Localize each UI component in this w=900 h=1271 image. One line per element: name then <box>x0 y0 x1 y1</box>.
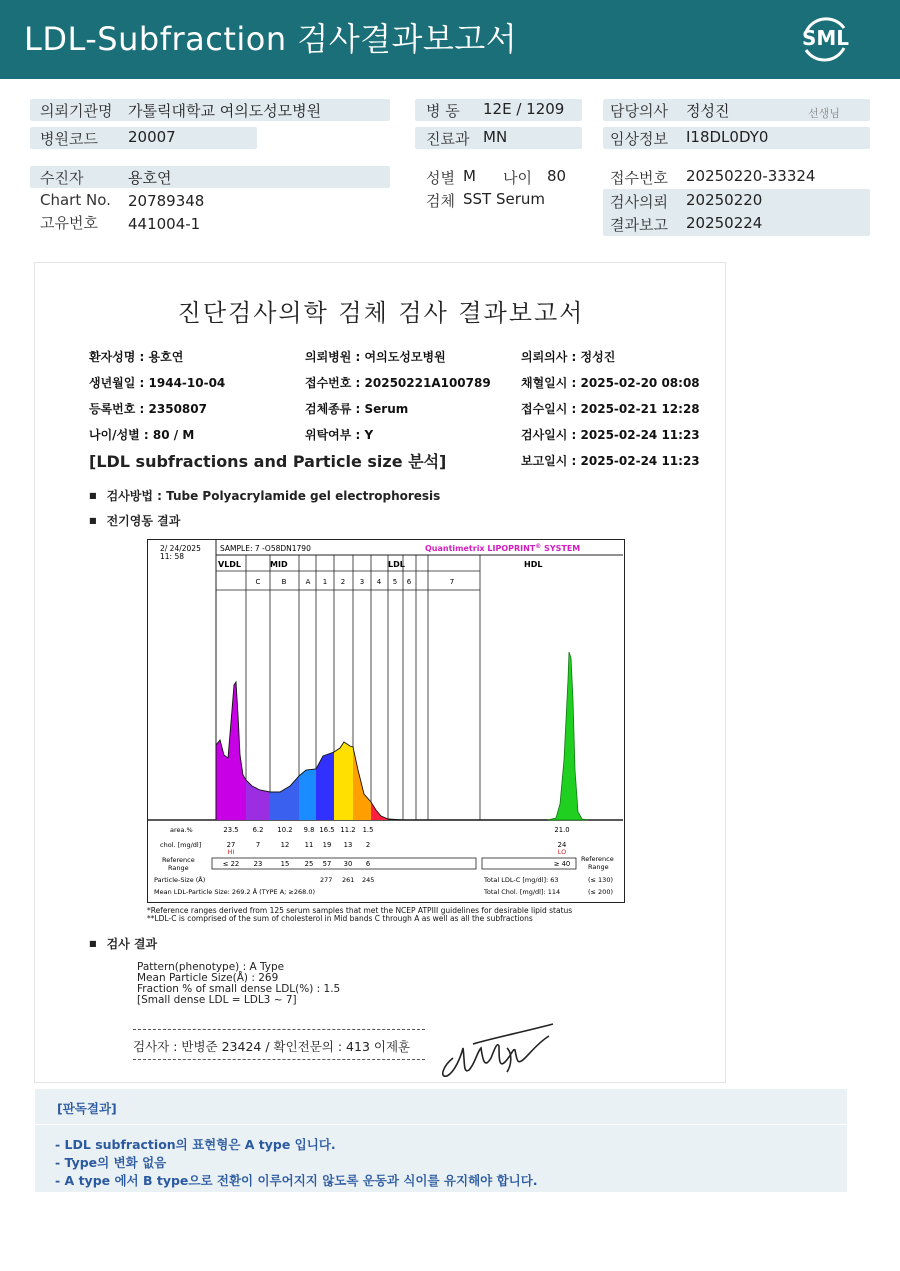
hospital-code-label: 병원코드 <box>40 130 98 148</box>
examinee-value: 용호연 <box>128 169 172 187</box>
curve-segment-5 <box>334 742 353 820</box>
field-birth: 생년월일 : 1944-10-04 <box>89 376 226 390</box>
chart-system-suffix: SYSTEM <box>541 544 581 553</box>
field-doctor: 의뢰의사 : 정성진 <box>521 350 616 364</box>
ward-value: 12E / 1209 <box>483 100 565 118</box>
request-label: 검사의뢰 <box>610 193 668 211</box>
specimen-value: SST Serum <box>463 190 546 208</box>
group-hdl: HDL <box>524 560 543 569</box>
band-label-2: 2 <box>340 578 346 586</box>
electrophoresis-curve <box>216 652 588 820</box>
reference-0: ≤ 22 <box>222 860 240 868</box>
particle-size-245: 245 <box>362 876 375 884</box>
total-ldl-ref: (≤ 130) <box>588 876 613 884</box>
curve-segment-4 <box>316 752 334 820</box>
chart-system-mark: ® <box>535 543 542 550</box>
result-mean-size: Mean Particle Size(Å) : 269 <box>137 972 279 984</box>
sml-logo: SML <box>798 12 852 66</box>
total-ldl: Total LDL-C [mg/dl]: 63 <box>484 876 559 884</box>
receipt-value: 20250220-33324 <box>686 167 816 185</box>
lipoprint-svg <box>148 540 623 901</box>
total-chol: Total Chol. [mg/dl]: 114 <box>484 888 561 896</box>
band-labels <box>256 578 455 586</box>
flag-lo: LO <box>557 848 567 856</box>
area-pct-7: 21.0 <box>554 826 570 834</box>
result-list <box>137 962 340 1006</box>
interpretation-title: [판독결과] <box>57 1101 117 1116</box>
row-label-chol: chol. [mg/dl] <box>160 841 202 849</box>
curve-segment-2 <box>270 776 299 820</box>
field-specimen: 검체종류 : Serum <box>305 402 409 416</box>
field-collect-time: 채혈일시 : 2025-02-20 08:08 <box>521 376 700 390</box>
group-vldl: VLDL <box>218 560 242 569</box>
dash-line-bottom <box>133 1059 425 1060</box>
chol-3: 11 <box>304 841 314 849</box>
chart-no-value: 20789348 <box>128 192 205 210</box>
hospital-code-value: 20007 <box>128 128 176 146</box>
result-sdldl: [Small dense LDL = LDL3 ~ 7] <box>137 994 297 1006</box>
ward-label: 병 동 <box>426 102 460 120</box>
reference-7: ≥ 40 <box>553 860 571 868</box>
report-date-value: 20250224 <box>686 214 763 232</box>
receipt-label: 접수번호 <box>610 169 668 187</box>
band-label-C: C <box>255 578 261 586</box>
band-label-A: A <box>305 578 311 586</box>
specimen-label: 검체 <box>426 192 455 210</box>
report-title: 진단검사의학 검체 검사 결과보고서 <box>177 299 585 327</box>
request-value: 20250220 <box>686 191 763 209</box>
reference-4: 57 <box>322 860 332 868</box>
area-pct-5: 11.2 <box>340 826 356 834</box>
note-2: **LDL-C is comprised of the sum of cholesterol in Mid bands C through A as well as all the subfractions <box>147 914 533 923</box>
chart-sample: SAMPLE: 7 -O58DN1790 <box>220 544 311 553</box>
area-pct-1: 6.2 <box>252 826 264 834</box>
mean-size: Mean LDL-Particle Size: 269.2 Å (TYPE A; ≥268.0) <box>154 888 315 896</box>
reference-2: 15 <box>280 860 290 868</box>
sex-value: M <box>463 167 476 185</box>
reference-3: 25 <box>304 860 314 868</box>
dept-label: 진료과 <box>426 130 470 148</box>
particle-size-label: Particle-Size (Å) <box>154 876 206 884</box>
row-values <box>223 826 571 868</box>
chol-5: 13 <box>343 841 353 849</box>
chart-system-title <box>425 543 580 553</box>
interpretation-divider <box>35 1124 847 1125</box>
interpretation-line-2: - Type의 변화 없음 <box>55 1155 167 1170</box>
band-label-1: 1 <box>322 578 328 586</box>
page-title: LDL-Subfraction 검사결과보고서 <box>24 20 518 58</box>
chart-time: 11: 58 <box>160 552 184 561</box>
field-consign: 위탁여부 : Y <box>305 428 374 442</box>
sex-label: 성별 <box>426 169 455 187</box>
electro-title: ■ 전기영동 결과 <box>89 512 180 529</box>
particle-size-277: 277 <box>320 876 333 884</box>
chol-6: 2 <box>365 841 371 849</box>
band-label-7: 7 <box>449 578 455 586</box>
field-reg-no: 등록번호 : 2350807 <box>89 402 207 416</box>
doctor-value: 정성진 <box>686 102 730 120</box>
sign-line: 검사자 : 반병준 23424 / 확인전문의 : 413 이제훈 <box>133 1039 411 1054</box>
area-pct-3: 9.8 <box>303 826 315 834</box>
interpretation-line-1: - LDL subfraction의 표현형은 A type 입니다. <box>55 1137 336 1152</box>
examinee-bar <box>30 166 390 188</box>
report-date-label: 결과보고 <box>610 216 668 234</box>
ref-right-1: Reference <box>581 855 614 863</box>
result-fraction: Fraction % of small dense LDL(%) : 1.5 <box>137 983 341 995</box>
dash-line-top <box>133 1029 425 1030</box>
interpretation-line-3: - A type 에서 B type으로 전환이 이루어지지 않도록 운동과 식이를 유지해야 합니다. <box>55 1173 538 1188</box>
chart-no-label: Chart No. <box>40 191 111 209</box>
examinee-label: 수진자 <box>40 169 84 187</box>
field-receipt: 접수번호 : 20250221A100789 <box>305 376 491 390</box>
unique-no-value: 441004-1 <box>128 215 201 233</box>
total-chol-ref: (≤ 200) <box>588 888 613 896</box>
unique-no-label: 고유번호 <box>40 214 98 232</box>
field-test-time: 검사일시 : 2025-02-24 11:23 <box>521 428 700 442</box>
age-label: 나이 <box>503 169 532 187</box>
result-title: ■ 검사 결과 <box>89 935 157 952</box>
row-label-ref2: Range <box>168 864 189 872</box>
clinical-label: 임상정보 <box>610 130 668 148</box>
band-label-4: 4 <box>376 578 382 586</box>
institution-value: 가톨릭대학교 여의도성모병원 <box>128 102 322 120</box>
chol-7: 24 <box>557 841 567 849</box>
area-pct-4: 16.5 <box>319 826 335 834</box>
reference-5: 30 <box>343 860 353 868</box>
field-report-time: 보고일시 : 2025-02-24 11:23 <box>521 454 700 468</box>
group-mid: MID <box>270 560 288 569</box>
note-1: *Reference ranges derived from 125 serum samples that met the NCEP ATPIII guidelines for desirable lipid status <box>147 906 573 915</box>
field-patient-name: 환자성명 : 용호연 <box>89 350 184 364</box>
header-bar <box>0 0 900 79</box>
lipoprint-chart <box>147 539 625 903</box>
chol-4: 19 <box>322 841 332 849</box>
area-pct-0: 23.5 <box>223 826 239 834</box>
band-label-5: 5 <box>392 578 398 586</box>
area-pct-2: 10.2 <box>277 826 293 834</box>
curve-segment-0 <box>216 682 246 820</box>
doctor-suffix: 선생님 <box>808 107 840 120</box>
band-label-B: B <box>281 578 287 586</box>
particle-size-261: 261 <box>342 876 355 884</box>
result-pattern: Pattern(phenotype) : A Type <box>137 961 285 973</box>
field-age-sex: 나이/성별 : 80 / M <box>89 428 195 442</box>
chol-2: 12 <box>280 841 290 849</box>
clinical-value: I18DL0DY0 <box>686 128 769 146</box>
institution-label: 의뢰기관명 <box>40 102 113 120</box>
chol-1: 7 <box>255 841 261 849</box>
field-receipt-time: 접수일시 : 2025-02-21 12:28 <box>521 402 700 416</box>
section-title: [LDL subfractions and Particle size 분석] <box>89 452 447 471</box>
age-value: 80 <box>547 167 567 185</box>
signature-image <box>433 1018 555 1088</box>
reference-6: 6 <box>365 860 371 868</box>
chart-system-name: Quantimetrix LIPOPRINT <box>425 544 536 553</box>
curve-segment-7 <box>371 802 388 820</box>
doctor-label: 담당의사 <box>610 102 668 120</box>
ref-right-2: Range <box>588 863 609 871</box>
interpretation-panel <box>35 1089 847 1192</box>
band-label-6: 6 <box>406 578 412 586</box>
field-hospital: 의뢰병원 : 여의도성모병원 <box>305 350 446 364</box>
lab-report <box>34 262 726 1083</box>
curve-segment-3 <box>299 769 316 820</box>
reference-1: 23 <box>253 860 263 868</box>
chart-date: 2/ 24/2025 <box>160 544 201 553</box>
curve-segment-1 <box>246 780 270 820</box>
area-pct-6: 1.5 <box>362 826 374 834</box>
flag-hi: HI <box>227 848 235 856</box>
group-ldl: LDL <box>388 560 405 569</box>
curve-segment-hdl <box>548 652 588 820</box>
reference-notes <box>147 907 572 923</box>
chol-0: 27 <box>226 841 236 849</box>
row-label-area: area.% <box>170 826 193 834</box>
method-line: ■ 검사방법 : Tube Polyacrylamide gel electrophoresis <box>89 487 440 504</box>
band-label-3: 3 <box>359 578 365 586</box>
dept-value: MN <box>483 128 508 146</box>
row-label-ref1: Reference <box>162 856 195 864</box>
